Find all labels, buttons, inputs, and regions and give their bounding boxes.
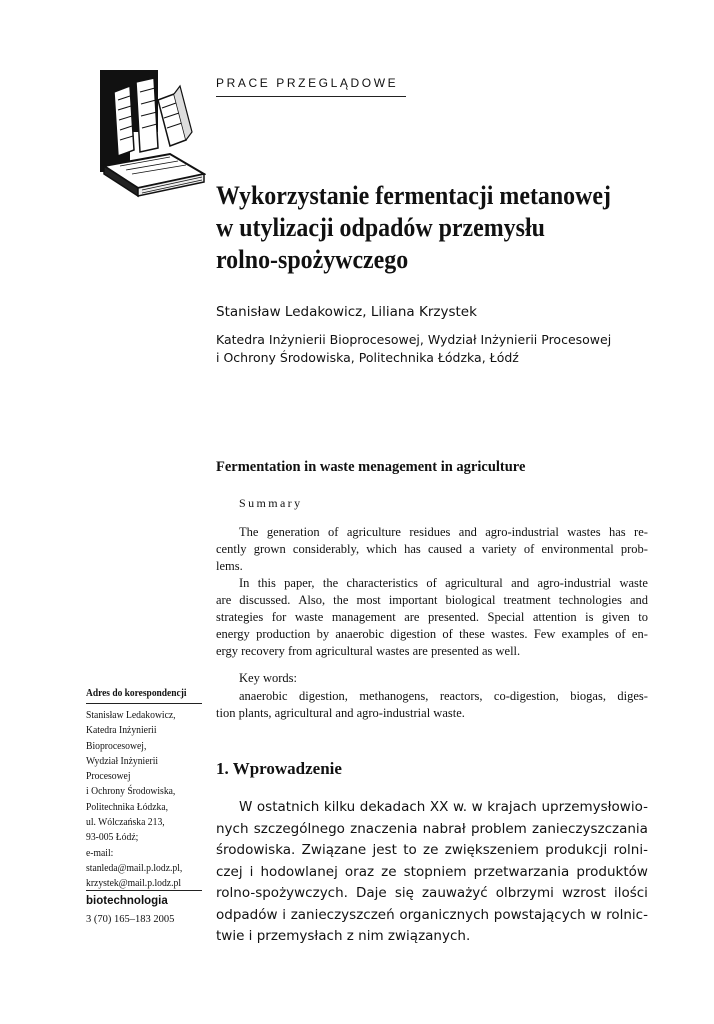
word: en-: [631, 627, 648, 641]
word: kilku: [323, 799, 356, 815]
address-line: Bioprocesowej,: [86, 740, 147, 752]
word: strategies: [216, 610, 264, 624]
word: wastes: [567, 525, 601, 539]
word: re-: [634, 525, 648, 539]
word: waste: [619, 576, 648, 590]
word: to: [638, 610, 648, 624]
word: and: [458, 525, 477, 539]
word: paper,: [284, 576, 315, 590]
word: Few: [533, 627, 556, 641]
word: residues: [409, 525, 451, 539]
word: energy: [216, 627, 250, 641]
word: wastes.: [491, 627, 528, 641]
journal-logo-books: [100, 70, 206, 200]
word: nabrał: [422, 820, 466, 837]
correspondence-heading: Adres do korespondencji: [86, 688, 187, 699]
word: digestion: [390, 627, 437, 641]
word: waste: [294, 610, 324, 624]
word: environmental: [541, 542, 614, 556]
body-line: [216, 819, 648, 841]
body-line: twie i przemysłach z nim związanych.: [216, 928, 471, 944]
word: rolni-: [613, 842, 648, 858]
word: and: [629, 593, 648, 607]
address-line: ul. Wólczańska 213,: [86, 817, 165, 829]
abstract-line: [216, 524, 648, 541]
journal-name: biotechnologia: [86, 895, 168, 907]
address-line: 93-005 Łódź;: [86, 832, 139, 844]
word: caused: [427, 542, 462, 556]
word: czej: [216, 863, 243, 880]
word: agriculture: [346, 525, 401, 539]
word: by: [316, 627, 330, 641]
word: important: [388, 593, 438, 607]
word: digestion,: [298, 689, 348, 703]
abstract-text: [216, 524, 648, 660]
word: the: [322, 576, 339, 590]
keywords-label: Key words:: [239, 671, 297, 685]
word: organicznych: [399, 906, 490, 923]
correspondence-sidebar: [86, 688, 206, 925]
word: krajach: [487, 799, 537, 815]
word: wzrost: [561, 885, 606, 901]
word: środowiska.: [216, 842, 296, 858]
word: management: [331, 610, 396, 624]
word: the: [333, 593, 349, 607]
email-line[interactable]: krzystek@mail.p.lodz.pl: [86, 878, 182, 890]
word: powstających: [493, 906, 586, 923]
word: The: [239, 525, 259, 539]
word: zanieczyszczeń: [290, 906, 395, 923]
word: problem: [470, 820, 527, 837]
abstract-line: ergy recovery from agricultural wastes are presented as well.: [216, 644, 521, 658]
word: w.: [452, 799, 468, 815]
word: technologies: [558, 593, 622, 607]
word: biological: [445, 593, 496, 607]
word: for: [271, 610, 287, 624]
word: diges-: [617, 689, 648, 703]
word: methanogens,: [359, 689, 429, 703]
word: przetwarzania: [473, 863, 570, 880]
sidebar-rule-bottom: [86, 890, 202, 891]
keywords-text: [216, 688, 648, 722]
abstract-line: [216, 626, 648, 643]
word: a: [469, 542, 475, 556]
word: olbrzymi: [495, 885, 554, 901]
word: are: [404, 610, 420, 624]
body-line: [216, 905, 648, 927]
summary-label: Summary: [239, 496, 303, 510]
word: variety: [481, 542, 517, 556]
word: considerably,: [292, 542, 360, 556]
body-line: [216, 797, 648, 819]
word: grown: [253, 542, 286, 556]
word: attention: [532, 610, 577, 624]
word: ze: [423, 842, 439, 858]
journal-issue: 3 (70) 165–183 2005: [86, 914, 175, 925]
word: nych: [216, 820, 249, 837]
correspondence-address: [86, 708, 182, 892]
abstract-line: [216, 592, 648, 609]
body-line: [216, 840, 648, 862]
word: has: [404, 542, 421, 556]
word: agro-industrial: [485, 525, 559, 539]
word: are: [216, 593, 232, 607]
address-line: Wydział Inżynierii: [86, 755, 159, 767]
word: these: [459, 627, 485, 641]
word: rolno-spożywczych.: [216, 885, 348, 901]
word: ze: [381, 863, 397, 880]
keywords-line: [216, 688, 648, 705]
word: prob-: [620, 542, 648, 556]
word: cently: [216, 542, 247, 556]
word: production: [256, 627, 311, 641]
address-line: Politechnika Łódzka,: [86, 801, 169, 813]
word: co-digestion,: [493, 689, 559, 703]
title-line: w utylizacji odpadów przemysłu: [216, 213, 545, 242]
body-line: [216, 883, 648, 905]
word: Special: [487, 610, 525, 624]
word: of: [523, 542, 535, 556]
word: reactors,: [439, 689, 483, 703]
body-line: [216, 862, 648, 884]
affiliation-line: i Ochrony Środowiska, Politechnika Łódzka, Łódź: [216, 350, 519, 365]
word: dekadach: [359, 799, 426, 815]
word: w: [471, 799, 483, 815]
abstract-line: [216, 541, 648, 558]
keywords-line: tion plants, agricultural and agro-industrial waste.: [216, 706, 465, 720]
word: zwiększeniem: [444, 842, 539, 858]
word: presented.: [427, 610, 480, 624]
word: discussed.: [239, 593, 291, 607]
section-rule: [216, 96, 406, 97]
section-label: PRACE PRZEGLĄDOWE: [216, 76, 399, 90]
word: given: [601, 610, 630, 624]
word: jest: [372, 842, 397, 858]
word: i: [249, 863, 254, 880]
word: odpadów: [216, 906, 278, 923]
affiliation-line: Katedra Inżynierii Bioprocesowej, Wydział Inżynierii Procesowej: [216, 332, 612, 347]
word: is: [585, 610, 594, 624]
word: has: [608, 525, 626, 539]
english-title: Fermentation in waste menagement in agriculture: [216, 459, 526, 475]
word: uprzemysłowio-: [541, 799, 648, 815]
word: agricultural: [445, 576, 503, 590]
word: of: [615, 627, 626, 641]
word: zauważyć: [421, 885, 488, 901]
affiliation: [216, 331, 656, 367]
word: of: [442, 627, 453, 641]
word: of: [426, 576, 437, 590]
address-line: Katedra Inżynierii: [86, 725, 157, 737]
authors: Stanisław Ledakowicz, Liliana Krzystek: [216, 304, 477, 320]
word: produktów: [576, 863, 648, 880]
section-heading: 1. Wprowadzenie: [216, 759, 342, 778]
word: szczególnego: [253, 820, 345, 837]
word: examples: [561, 627, 609, 641]
email-line[interactable]: stanleda@mail.p.lodz.pl,: [86, 862, 183, 874]
word: zanieczyszczania: [532, 820, 648, 837]
article-title: [216, 180, 621, 276]
word: w: [590, 906, 602, 923]
address-line: Stanisław Ledakowicz,: [86, 710, 176, 721]
word: to: [403, 842, 417, 858]
word: hodowlanej: [260, 863, 338, 880]
word: Also,: [298, 593, 326, 607]
word: Związane: [301, 842, 367, 858]
abstract-line: [216, 609, 648, 626]
address-line: Procesowej: [86, 771, 131, 783]
word: się: [394, 885, 414, 901]
word: which: [366, 542, 397, 556]
abstract-line: [216, 575, 648, 592]
word: treatment: [503, 593, 551, 607]
word: rolnic-: [606, 906, 648, 923]
word: anaerobic: [335, 627, 384, 641]
word: Daje: [356, 885, 387, 901]
word: most: [356, 593, 381, 607]
word: generation: [266, 525, 320, 539]
word: ostatnich: [256, 799, 320, 815]
word: i: [282, 906, 286, 923]
word: In: [239, 576, 250, 590]
word: stopniem: [403, 863, 467, 880]
address-line: e-mail:: [86, 847, 114, 859]
word: ilości: [613, 885, 648, 901]
word: XX: [429, 799, 449, 815]
word: biogas,: [570, 689, 606, 703]
abstract-line: lems.: [216, 559, 243, 573]
word: znaczenia: [350, 820, 418, 837]
word: this: [257, 576, 276, 590]
address-line: i Ochrony Środowiska,: [86, 786, 176, 798]
word: agro-industrial: [537, 576, 612, 590]
word: anaerobic: [239, 689, 288, 703]
word: and: [511, 576, 530, 590]
word: of: [328, 525, 339, 539]
sidebar-rule-top: [86, 703, 202, 704]
word: characteristics: [346, 576, 419, 590]
body-text: [216, 797, 648, 948]
word: oraz: [344, 863, 375, 880]
word: produkcji: [545, 842, 608, 858]
word: W: [239, 799, 253, 815]
title-line: rolno-spożywczego: [216, 245, 409, 274]
title-line: Wykorzystanie fermentacji metanowej: [216, 181, 611, 210]
